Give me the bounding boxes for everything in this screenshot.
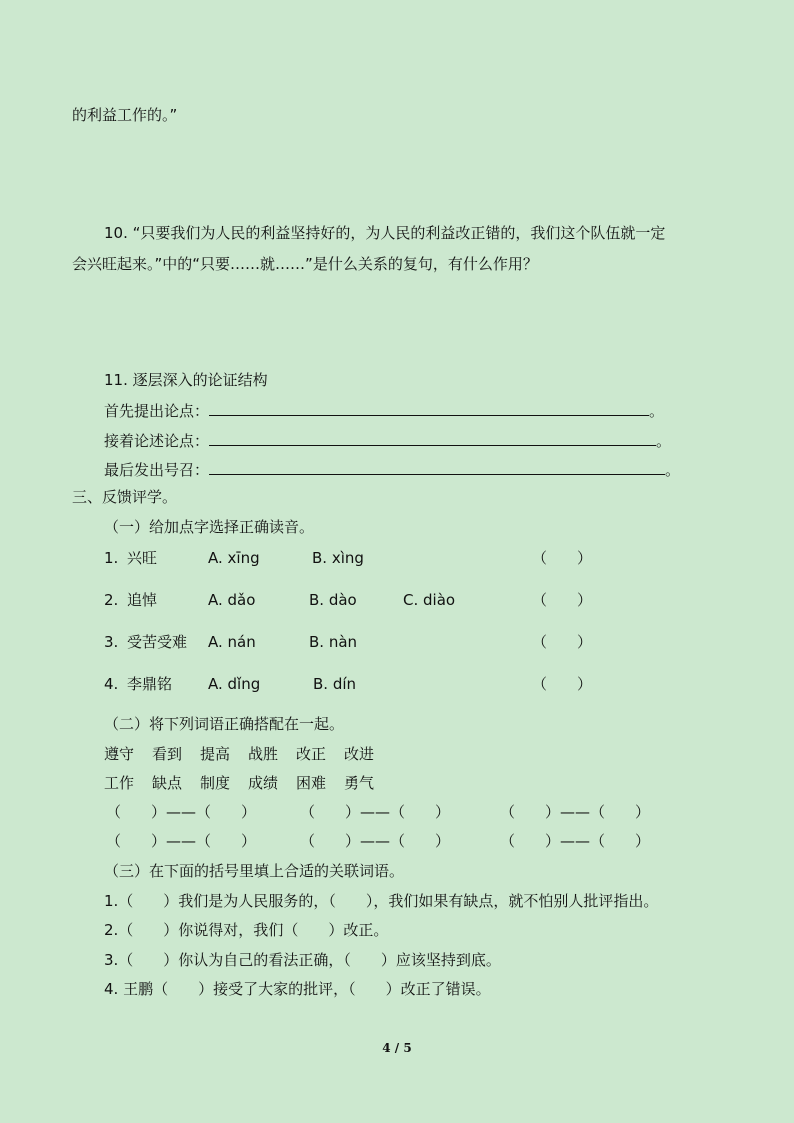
p1-item-3-opt-b: B. nàn	[309, 633, 358, 651]
period: 。	[649, 402, 665, 420]
p1-item-2-num: 2.	[104, 591, 119, 609]
q10-line1: 10. “只要我们为人民的利益坚持好的，为人民的利益改正错的，我们这个队伍就一定	[104, 224, 666, 242]
word-row1-6: 改进	[344, 745, 375, 763]
p1-item-1-opt-b: B. xìng	[312, 549, 364, 567]
answer-blank[interactable]	[209, 430, 656, 446]
p3-item-4: 4. 王鹏（ ）接受了大家的批评，（ ）改正了错误。	[104, 980, 491, 998]
part3-title: （三）在下面的括号里填上合适的关联词语。	[104, 862, 405, 880]
word-row1-4: 战胜	[248, 745, 279, 763]
part2-title: （二）将下列词语正确搭配在一起。	[104, 715, 345, 733]
match-pair[interactable]: （ ）——（ ）	[300, 803, 451, 821]
match-pair[interactable]: （ ）——（ ）	[300, 832, 451, 850]
period: 。	[665, 461, 681, 479]
match-pair[interactable]: （ ）——（ ）	[106, 803, 257, 821]
p3-item-1: 1.（ ）我们是为人民服务的，（ ），我们如果有缺点，就不怕别人批评指出。	[104, 892, 659, 910]
q9-tail-text: 的利益工作的。”	[72, 106, 178, 124]
word-row2-3: 制度	[200, 774, 231, 792]
p1-item-2-answer[interactable]: （ ）	[532, 591, 593, 609]
word-row2-2: 缺点	[152, 774, 183, 792]
p1-item-4-answer[interactable]: （ ）	[532, 675, 593, 693]
page-number: 4 / 5	[382, 1041, 412, 1055]
p3-item-2: 2.（ ）你说得对，我们（ ）改正。	[104, 921, 389, 939]
answer-blank[interactable]	[209, 400, 649, 416]
p1-item-1-num: 1.	[104, 549, 119, 567]
word-row1-3: 提高	[200, 745, 231, 763]
match-pair[interactable]: （ ）——（ ）	[500, 803, 651, 821]
p1-item-1-word: 兴旺	[127, 549, 158, 567]
p1-item-4-opt-a: A. dǐng	[208, 675, 261, 693]
word-row1-1: 遵守	[104, 745, 135, 763]
p1-item-3-num: 3.	[104, 633, 119, 651]
word-row2-4: 成绩	[248, 774, 279, 792]
p1-item-4-num: 4.	[104, 675, 119, 693]
q11-item-label: 接着论述论点：	[104, 432, 210, 450]
p1-item-4-word: 李鼎铭	[127, 675, 173, 693]
word-row1-5: 改正	[296, 745, 327, 763]
p1-item-2-opt-c: C. diào	[403, 591, 456, 609]
q10-line2: 会兴旺起来。”中的“只要……就……”是什么关系的复句，有什么作用？	[72, 255, 538, 273]
q11-title: 11. 逐层深入的论证结构	[104, 371, 268, 389]
section3-title: 三、反馈评学。	[72, 488, 178, 506]
p1-item-1-answer[interactable]: （ ）	[532, 549, 593, 567]
period: 。	[656, 432, 672, 450]
match-pair[interactable]: （ ）——（ ）	[500, 832, 651, 850]
answer-blank[interactable]	[209, 459, 665, 475]
word-row2-5: 困难	[296, 774, 327, 792]
p1-item-4-opt-b: B. dín	[313, 675, 357, 693]
word-row2-1: 工作	[104, 774, 135, 792]
q11-item-1	[104, 400, 664, 421]
part1-title: （一）给加点字选择正确读音。	[104, 518, 315, 536]
q11-item-2	[104, 430, 671, 451]
q11-item-label: 首先提出论点：	[104, 402, 210, 420]
q11-item-3	[104, 459, 680, 480]
p1-item-3-word: 受苦受难	[127, 633, 188, 651]
p3-item-3: 3.（ ）你认为自己的看法正确，（ ）应该坚持到底。	[104, 951, 501, 969]
word-row1-2: 看到	[152, 745, 183, 763]
match-pair[interactable]: （ ）——（ ）	[106, 832, 257, 850]
p1-item-1-opt-a: A. xīng	[208, 549, 260, 567]
word-row2-6: 勇气	[344, 774, 375, 792]
p1-item-2-opt-b: B. dào	[309, 591, 357, 609]
p1-item-2-word: 追悼	[127, 591, 158, 609]
q11-item-label: 最后发出号召：	[104, 461, 210, 479]
p1-item-2-opt-a: A. dǎo	[208, 591, 256, 609]
p1-item-3-answer[interactable]: （ ）	[532, 633, 593, 651]
p1-item-3-opt-a: A. nán	[208, 633, 256, 651]
